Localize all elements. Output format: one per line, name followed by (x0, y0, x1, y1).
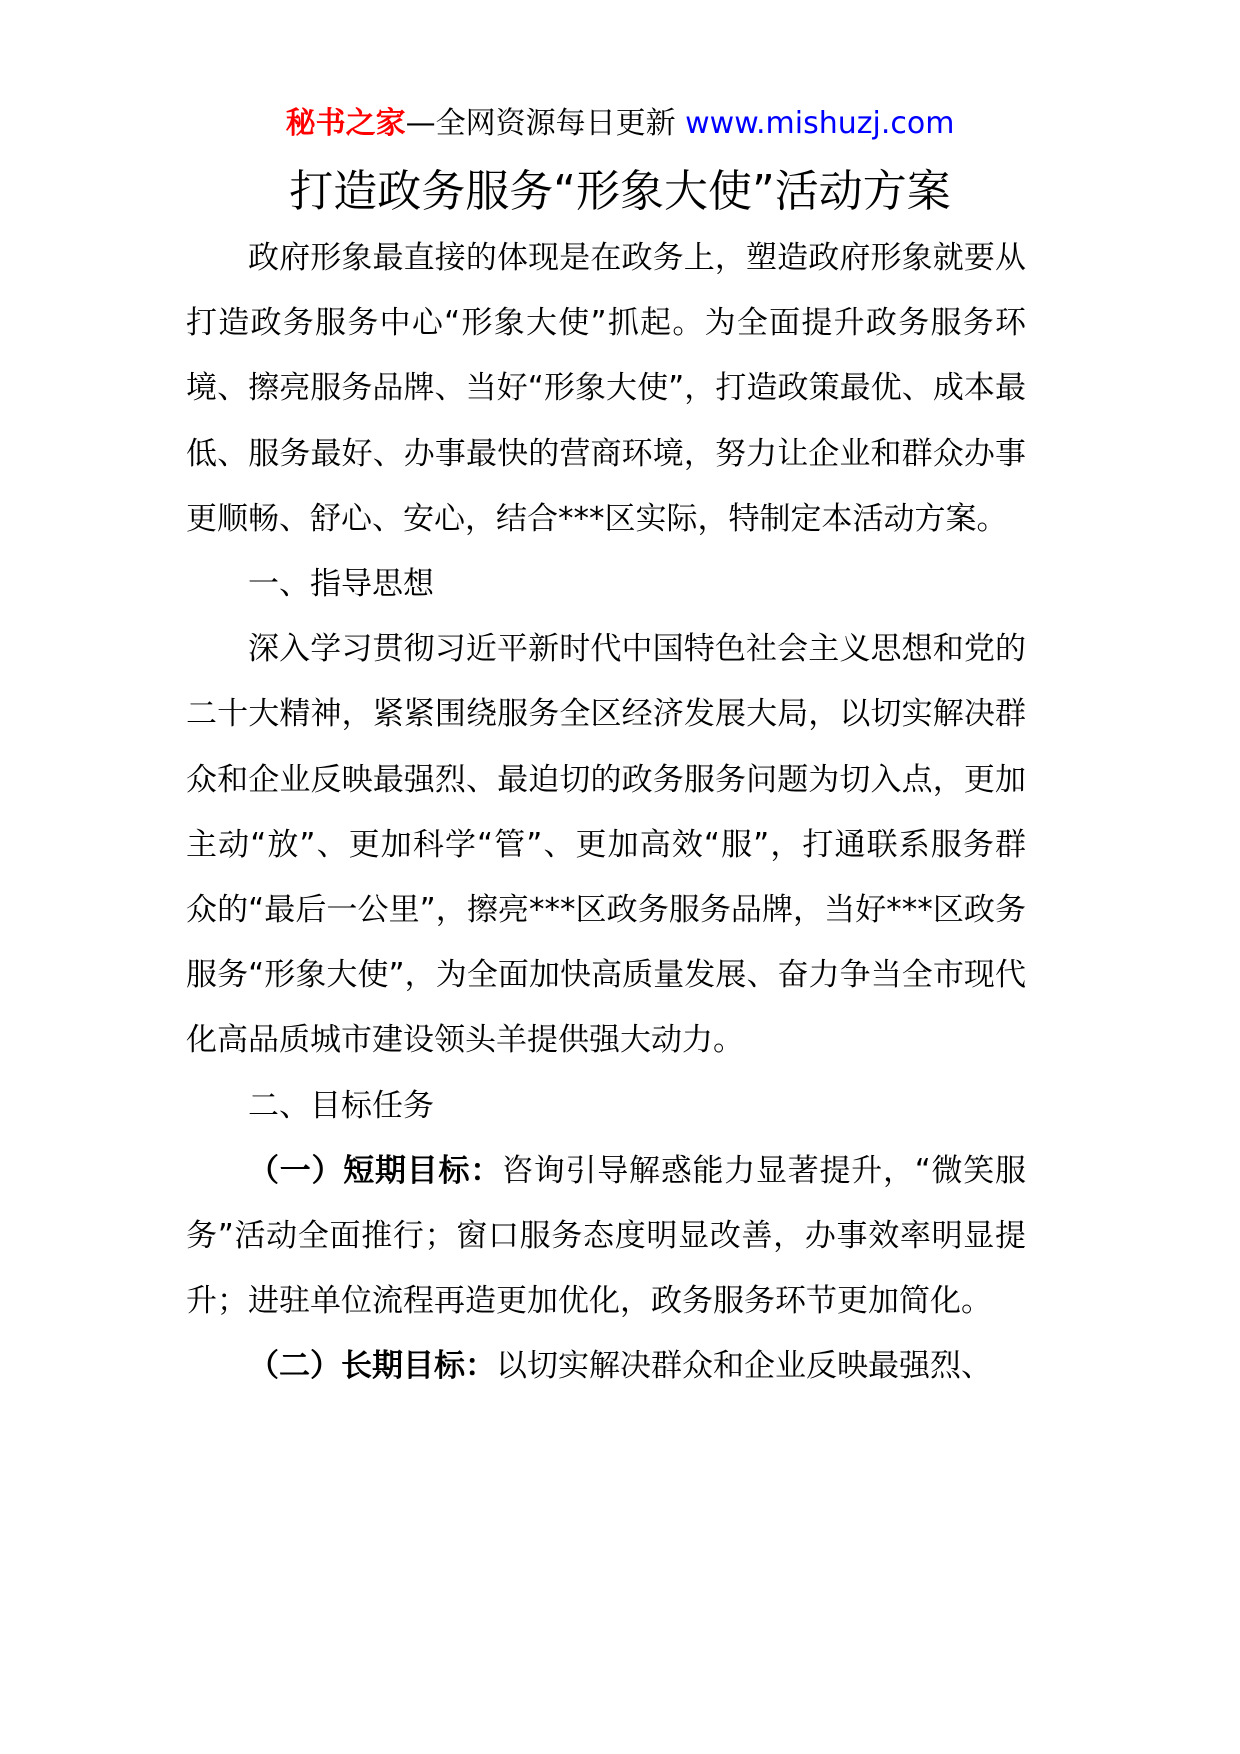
brand-name: 秘书之家 (285, 106, 406, 141)
section-heading-guiding-ideology: 一、指导思想 (248, 566, 434, 603)
long-term-goal-paragraph (186, 1334, 1026, 1399)
document-body (186, 226, 1026, 1400)
section-heading-goals: 二、目标任务 (248, 1087, 434, 1124)
short-term-goal-text: 咨询引导解惑能力显著提升，“微笑服务”活动全面推行；窗口服务态度明显改善，办事效率明显提升；进驻单位流程再造更加优化，政务服务环节更加简化。 (186, 1152, 1027, 1320)
document-title: 打造政务服务“形象大使”活动方案 (289, 166, 951, 217)
short-term-goal-paragraph (186, 1139, 1026, 1335)
guiding-ideology-paragraph: 深入学习贯彻习近平新时代中国特色社会主义思想和党的二十大精神，紧紧围绕服务全区经济发展大局，以切实解决群众和企业反映最强烈、最迫切的政务服务问题为切入点，更加主动“放”、更加科学“管”、更加高效“服”，打通联系服务群众的“最后一公里”，擦亮***区政务服务品牌，当好***区政务服务“形象大使”，为全面加快高质量发展、奋力争当全市现代化高品质城市建设领头羊提供强大动力。 (186, 631, 1026, 1059)
site-header (0, 100, 1240, 148)
short-term-goal-label: （一）短期目标： (248, 1152, 502, 1189)
header-tagline: —全网资源每日更新 (405, 106, 676, 141)
long-term-goal-text: 以切实解决群众和企业反映最强烈、 (496, 1348, 992, 1385)
long-term-goal-label: （二）长期目标： (248, 1348, 496, 1385)
site-url-link[interactable]: www.mishuzj.com (685, 106, 955, 141)
intro-paragraph: 政府形象最直接的体现是在政务上，塑造政府形象就要从打造政务服务中心“形象大使”抓起。为全面提升政务服务环境、擦亮服务品牌、当好“形象大使”，打造政策最优、成本最低、服务最好、办事最快的营商环境，努力让企业和群众办事更顺畅、舒心、安心，结合***区实际，特制定本活动方案。 (186, 240, 1026, 537)
